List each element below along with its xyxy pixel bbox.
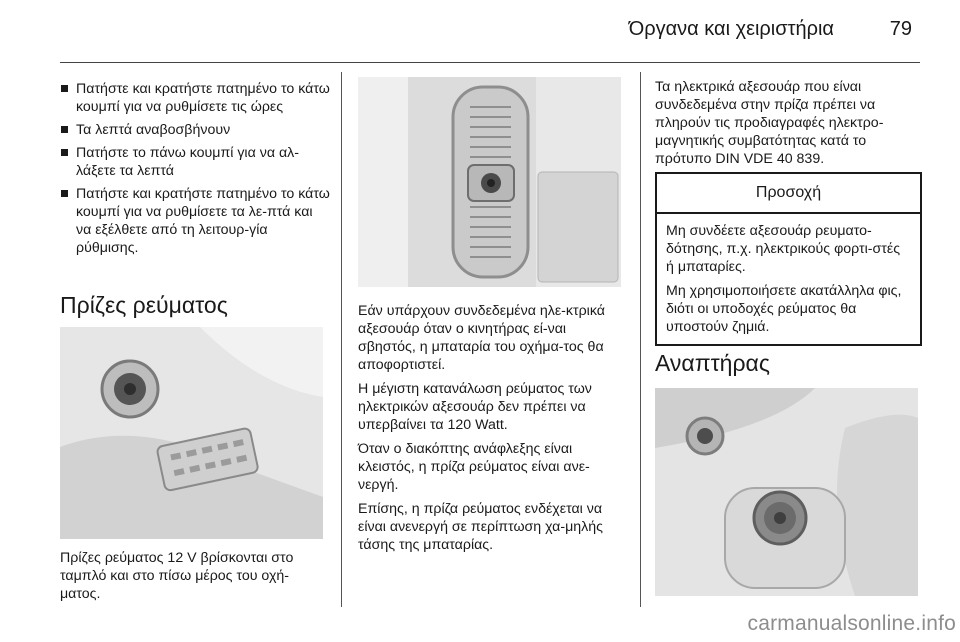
list-item: Πατήστε και κρατήστε πατημένο το κάτω κουμπί για να ρυθμίσετε τα λε-πτά και να εξέλθετε από τη λειτουρ-γία ρύθμισης. [60, 185, 330, 257]
caution-body [657, 214, 920, 336]
column-divider-left [341, 72, 342, 607]
emc-intro: Τα ηλεκτρικά αξεσουάρ που είναι συνδεδεμένα στην πρίζα πρέπει να πληρούν τις προδιαγραφές ηλεκτρο-μαγνητικής συμβατότητας κατά το πρότυπο DIN VDE 40 839. [655, 79, 884, 167]
middle-text-block [358, 302, 626, 560]
section-heading-power-outlets: Πρίζες ρεύματος [60, 292, 228, 318]
power-outlet-photo [60, 327, 323, 539]
caution-heading: Προσοχή [657, 174, 920, 214]
paragraph: Επίσης, η πρίζα ρεύματος ενδέχεται να είναι ανενεργή σε περίπτωση χα-μηλής τάσης της μπαταρίας. [358, 501, 603, 553]
column-divider-right [640, 72, 641, 607]
paragraph: Μη χρησιμοποιήσετε ακατάλληλα φις, διότι οι υποδοχές ρεύματος θα υποστούν ζημιά. [666, 283, 902, 335]
watermark-text: carmanualsonline.info [747, 612, 956, 635]
chapter-title: Όργανα και χειριστήρια [628, 18, 834, 40]
paragraph: Εάν υπάρχουν συνδεδεμένα ηλε-κτρικά αξεσουάρ όταν ο κινητήρας εί-ναι σβηστός, η μπαταρία του οχήμα-τος θα αποφορτιστεί. [358, 303, 605, 373]
page-header [60, 0, 920, 63]
list-item: Τα λεπτά αναβοσβήνουν [60, 121, 330, 139]
lighter-photo [655, 388, 918, 596]
rear-outlet-photo [358, 77, 621, 287]
page-number: 79 [889, 18, 912, 40]
paragraph: Όταν ο διακόπτης ανάφλεξης είναι κλειστός, η πρίζα ρεύματος είναι ανε-νεργή. [358, 441, 590, 493]
section-heading-lighter: Αναπτήρας [655, 350, 770, 376]
caution-box [655, 172, 922, 346]
paragraph: Μη συνδέετε αξεσουάρ ρευματο-δότησης, π.χ. ηλεκτρικούς φορτι-στές ή μπαταρίες. [666, 223, 901, 275]
power-outlets-caption: Πρίζες ρεύματος 12 V βρίσκονται στο ταμπλό και στο πίσω μέρος του οχή-ματος. [60, 550, 294, 602]
instruction-list [60, 80, 330, 262]
paragraph: Η μέγιστη κατανάλωση ρεύματος των ηλεκτρικών αξεσουάρ δεν πρέπει να υπερβαίνει τα 120 Watt. [358, 381, 592, 433]
list-item: Πατήστε και κρατήστε πατημένο το κάτω κουμπί για να ρυθμίσετε τις ώρες [60, 80, 330, 116]
list-item: Πατήστε το πάνω κουμπί για να αλ-λάξετε τα λεπτά [60, 144, 330, 180]
